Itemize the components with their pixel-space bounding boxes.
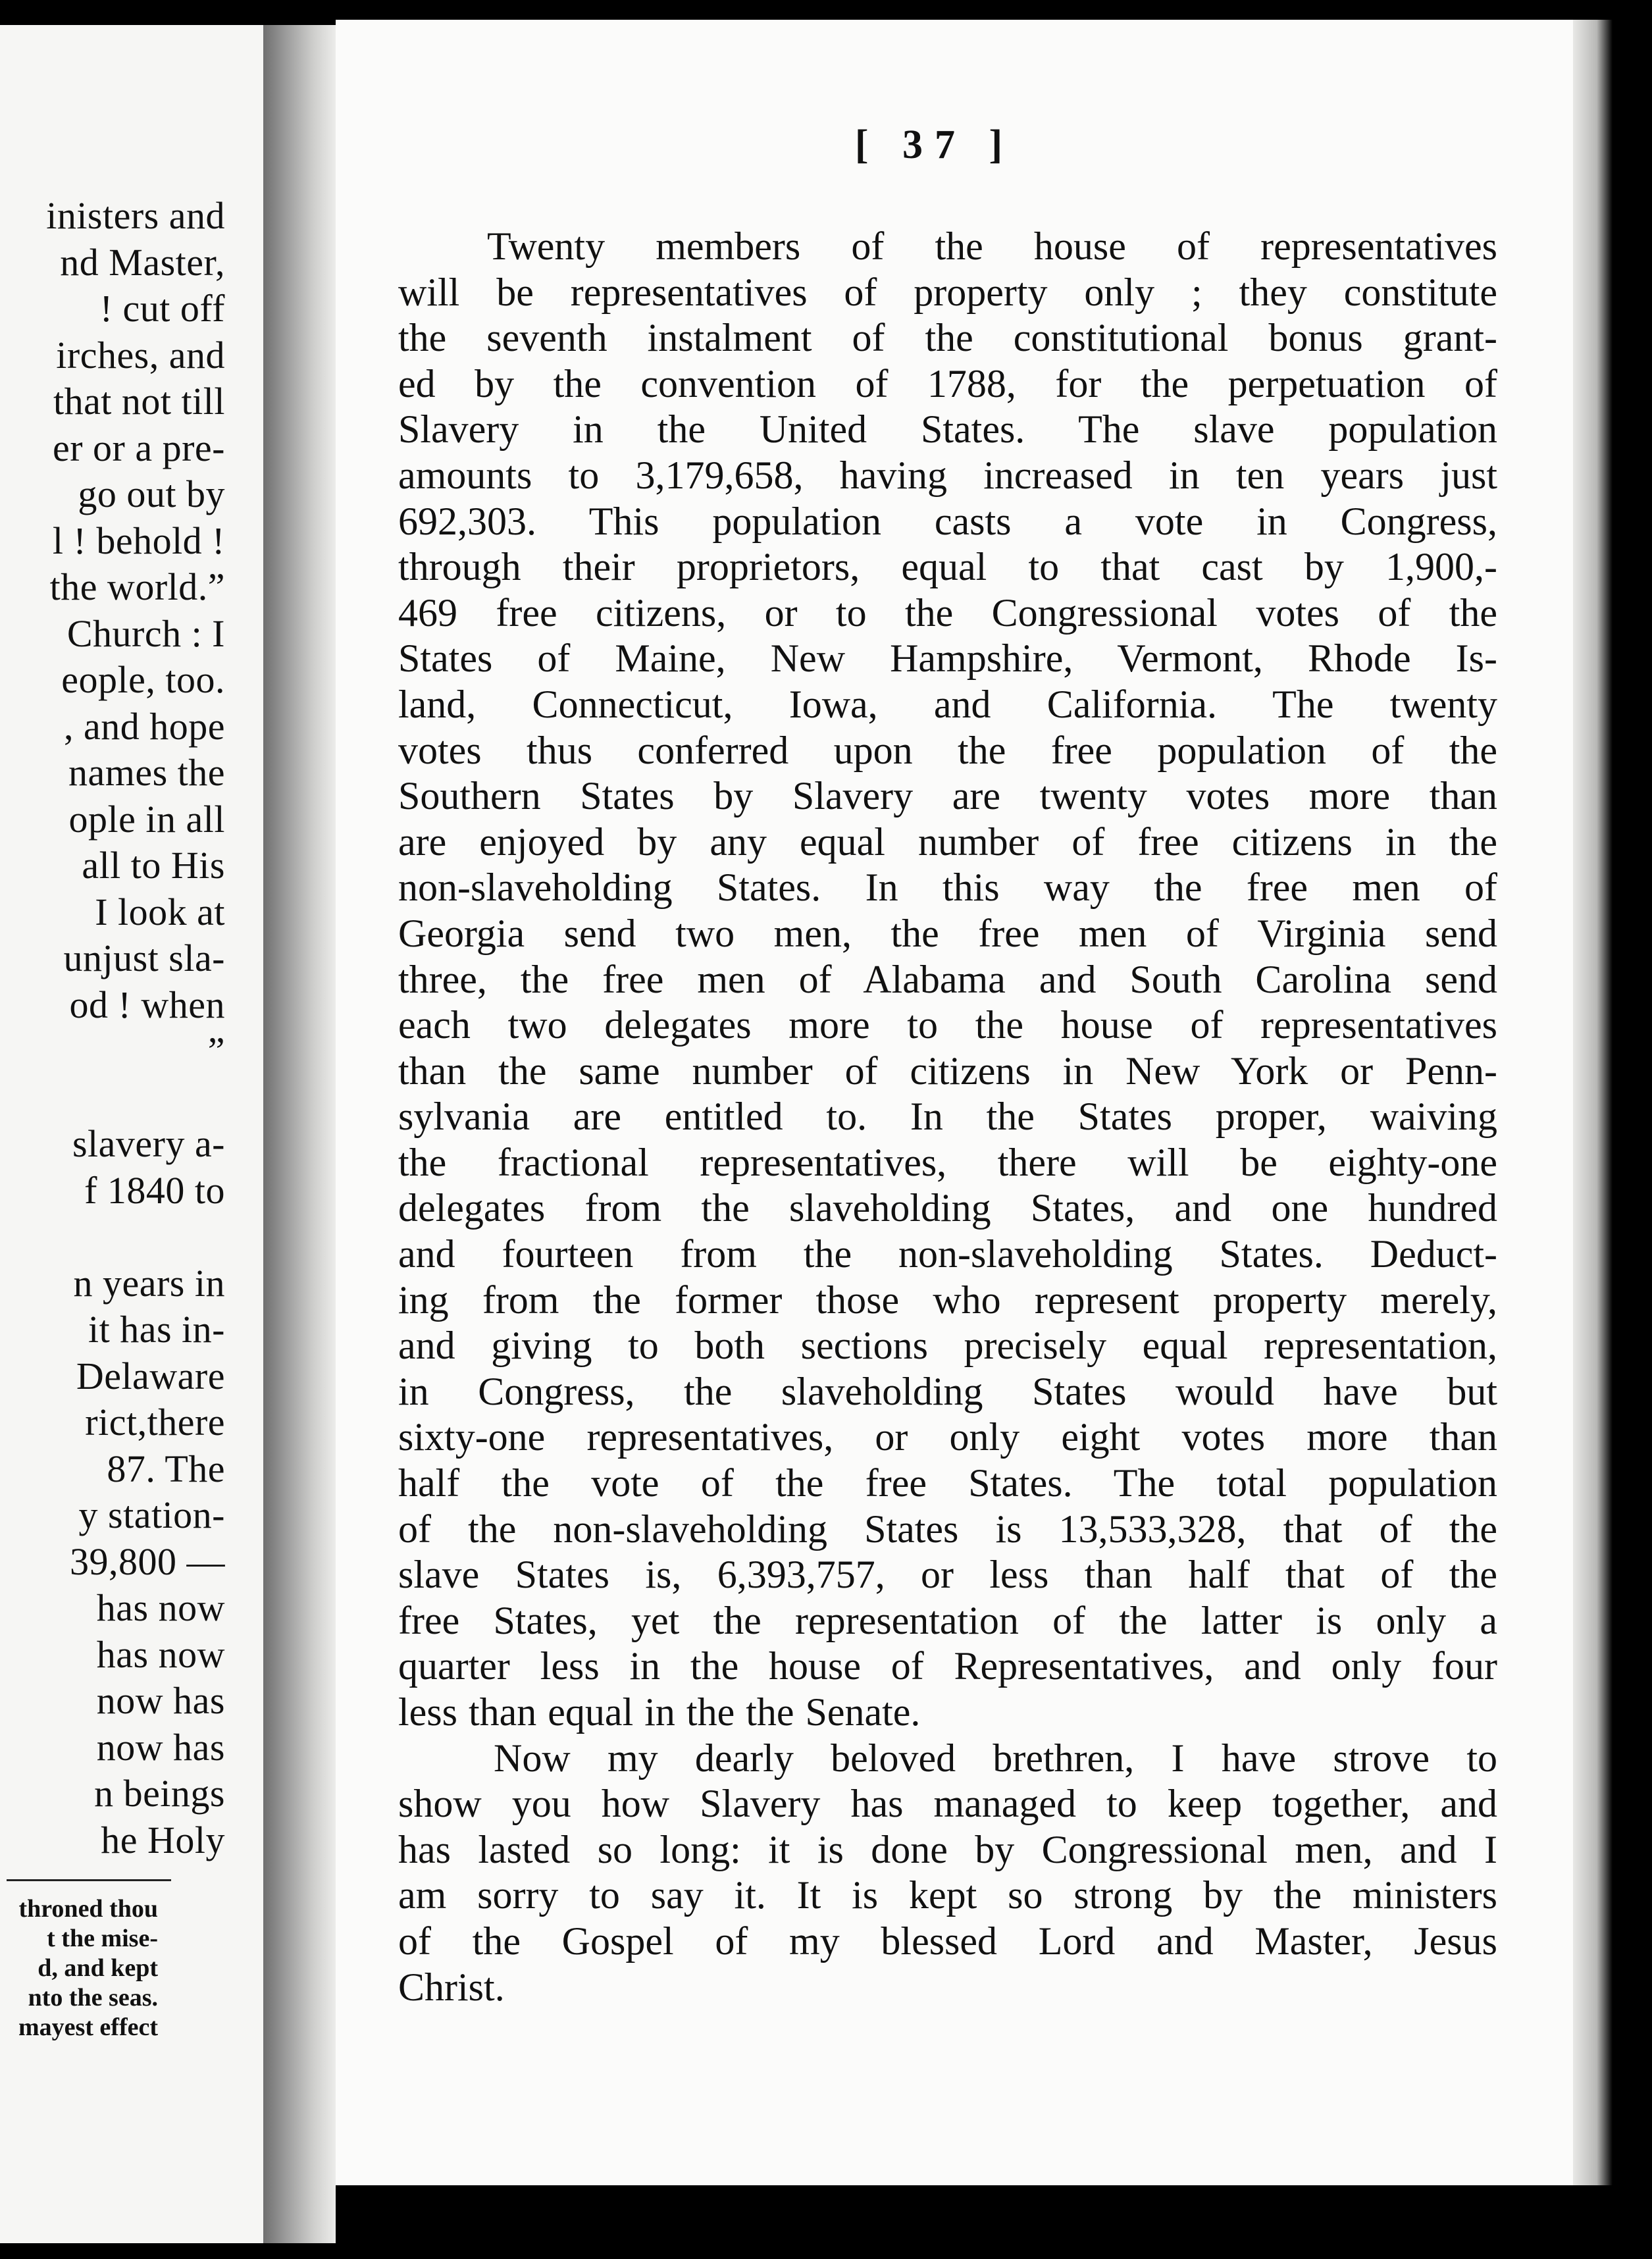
text-line: non-slaveholding States. In this way the free men of [398, 866, 1497, 910]
previous-page-line: rict,there [85, 1401, 225, 1443]
page-edge-shadow [1573, 20, 1613, 2185]
previous-page-line: go out by [78, 473, 225, 515]
previous-page-line: all to His [82, 844, 225, 887]
text-line: show you how Slavery has managed to keep together, and [398, 1782, 1497, 1826]
previous-page-line: l ! behold ! [52, 519, 225, 562]
text-line: will be representatives of property only ; they constitute [398, 270, 1497, 314]
text-line: 692,303. This population casts a vote in Congress, [398, 499, 1497, 543]
text-line: than the same number of citizens in New York or Penn- [398, 1049, 1497, 1093]
footnote-rule [7, 1879, 171, 1881]
previous-page-line: od ! when [69, 983, 225, 1026]
text-line: less than equal in the the Senate. [398, 1690, 921, 1734]
previous-page-line: unjust sla- [63, 937, 225, 979]
text-line: through their proprietors, equal to that cast by 1,900,- [398, 545, 1497, 589]
text-line: of the Gospel of my blessed Lord and Master, Jesus [398, 1919, 1497, 1963]
text-line: ing from the former those who represent property merely, [398, 1278, 1497, 1322]
footnote-line: t the mise- [47, 1925, 158, 1952]
page-body [398, 224, 1497, 2010]
previous-page-line: 39,800 — [70, 1540, 225, 1583]
text-line: the seventh instalment of the constitutional bonus grant- [398, 316, 1497, 360]
text-line: Now my dearly beloved brethren, I have strove to [494, 1736, 1497, 1780]
previous-page-line: I look at [95, 890, 225, 933]
text-line: half the vote of the free States. The total population [398, 1461, 1497, 1505]
text-line: votes thus conferred upon the free population of the [398, 728, 1497, 772]
previous-page-line: , and hope [64, 704, 225, 748]
text-line: and giving to both sections precisely equal representation, [398, 1324, 1497, 1368]
previous-page-text [0, 193, 225, 1863]
previous-page-line: 87. The [107, 1447, 225, 1490]
text-line: three, the free men of Alabama and South Carolina send [398, 957, 1497, 1001]
previous-page-line: it has in- [88, 1308, 225, 1351]
text-line: the fractional representatives, there will be eighty-one [398, 1140, 1497, 1184]
footnote-line: nto the seas. [28, 1984, 158, 2012]
previous-page-line: f 1840 to [84, 1168, 225, 1212]
previous-page-line: he Holy [101, 1818, 225, 1861]
previous-page-line: that not till [53, 380, 225, 423]
footnote-line: mayest effect [18, 2013, 158, 2041]
footnote-line: throned thou [18, 1895, 158, 1923]
text-line: sylvania are entitled to. In the States proper, waiving [398, 1095, 1497, 1139]
text-line: ed by the convention of 1788, for the perpetuation of [398, 361, 1497, 405]
previous-page-line: ople in all [68, 797, 225, 841]
current-page [336, 20, 1573, 2185]
text-line: quarter less in the house of Representatives, and only four [398, 1644, 1497, 1688]
text-line: and fourteen from the non-slaveholding States. Deduct- [398, 1232, 1497, 1276]
previous-page-line: now has [96, 1679, 225, 1722]
previous-page-line: the world.” [49, 565, 225, 608]
text-line: Twenty members of the house of representatives [487, 224, 1497, 268]
previous-page-line: Church : I [66, 611, 225, 655]
footnote-line: d, and kept [38, 1954, 158, 1982]
previous-page-line: slavery a- [72, 1122, 225, 1165]
previous-page-line: er or a pre- [53, 426, 225, 469]
text-line: free States, yet the representation of the latter is only a [398, 1598, 1497, 1642]
previous-page-line: n years in [73, 1261, 225, 1305]
text-line: land, Connecticut, Iowa, and California. The twenty [398, 682, 1497, 726]
previous-page-line [0, 1075, 225, 1122]
previous-page-footnotes [0, 1894, 158, 2042]
previous-page [0, 25, 263, 2243]
previous-page-line: names the [68, 751, 225, 794]
text-line: Christ. [398, 1965, 505, 2009]
previous-page-line: irches, and [56, 333, 225, 376]
previous-page-line: ! cut off [99, 287, 225, 330]
paragraph-2 [398, 1736, 1497, 2011]
previous-page-line [0, 1214, 225, 1260]
text-line: each two delegates more to the house of representatives [398, 1003, 1497, 1047]
text-line: has lasted so long: it is done by Congressional men, and I [398, 1827, 1497, 1871]
book-binding-gutter [263, 25, 336, 2243]
text-line: Slavery in the United States. The slave population [398, 407, 1497, 452]
text-line: am sorry to say it. It is kept so strong by the ministers [398, 1873, 1497, 1917]
previous-page-line: ” [207, 1029, 225, 1072]
text-line: amounts to 3,179,658, having increased in ten years just [398, 453, 1497, 497]
previous-page-line: eople, too. [61, 658, 225, 701]
paragraph-1 [398, 224, 1497, 1736]
previous-page-line: y station- [78, 1493, 225, 1536]
previous-page-line: n beings [94, 1772, 225, 1815]
text-line: slave States is, 6,393,757, or less than half that of the [398, 1553, 1497, 1597]
text-line: of the non-slaveholding States is 13,533,328, that of the [398, 1507, 1497, 1551]
text-line: 469 free citizens, or to the Congressional votes of the [398, 590, 1497, 635]
previous-page-line: now has [96, 1725, 225, 1769]
text-line: Georgia send two men, the free men of Virginia send [398, 911, 1497, 955]
previous-page-line: Delaware [76, 1354, 225, 1397]
previous-page-line: inisters and [46, 194, 225, 237]
text-line: sixty-one representatives, or only eight votes more than [398, 1415, 1497, 1459]
text-line: States of Maine, New Hampshire, Vermont, Rhode Is- [398, 636, 1497, 681]
page-number: [ 37 ] [854, 122, 1015, 167]
text-line: are enjoyed by any equal number of free citizens in the [398, 819, 1497, 864]
text-line: Southern States by Slavery are twenty votes more than [398, 774, 1497, 818]
previous-page-line: has now [96, 1586, 225, 1629]
text-line: in Congress, the slaveholding States would have but [398, 1369, 1497, 1413]
previous-page-line: nd Master, [60, 240, 225, 284]
text-line: delegates from the slaveholding States, and one hundred [398, 1186, 1497, 1230]
previous-page-line: has now [96, 1632, 225, 1676]
